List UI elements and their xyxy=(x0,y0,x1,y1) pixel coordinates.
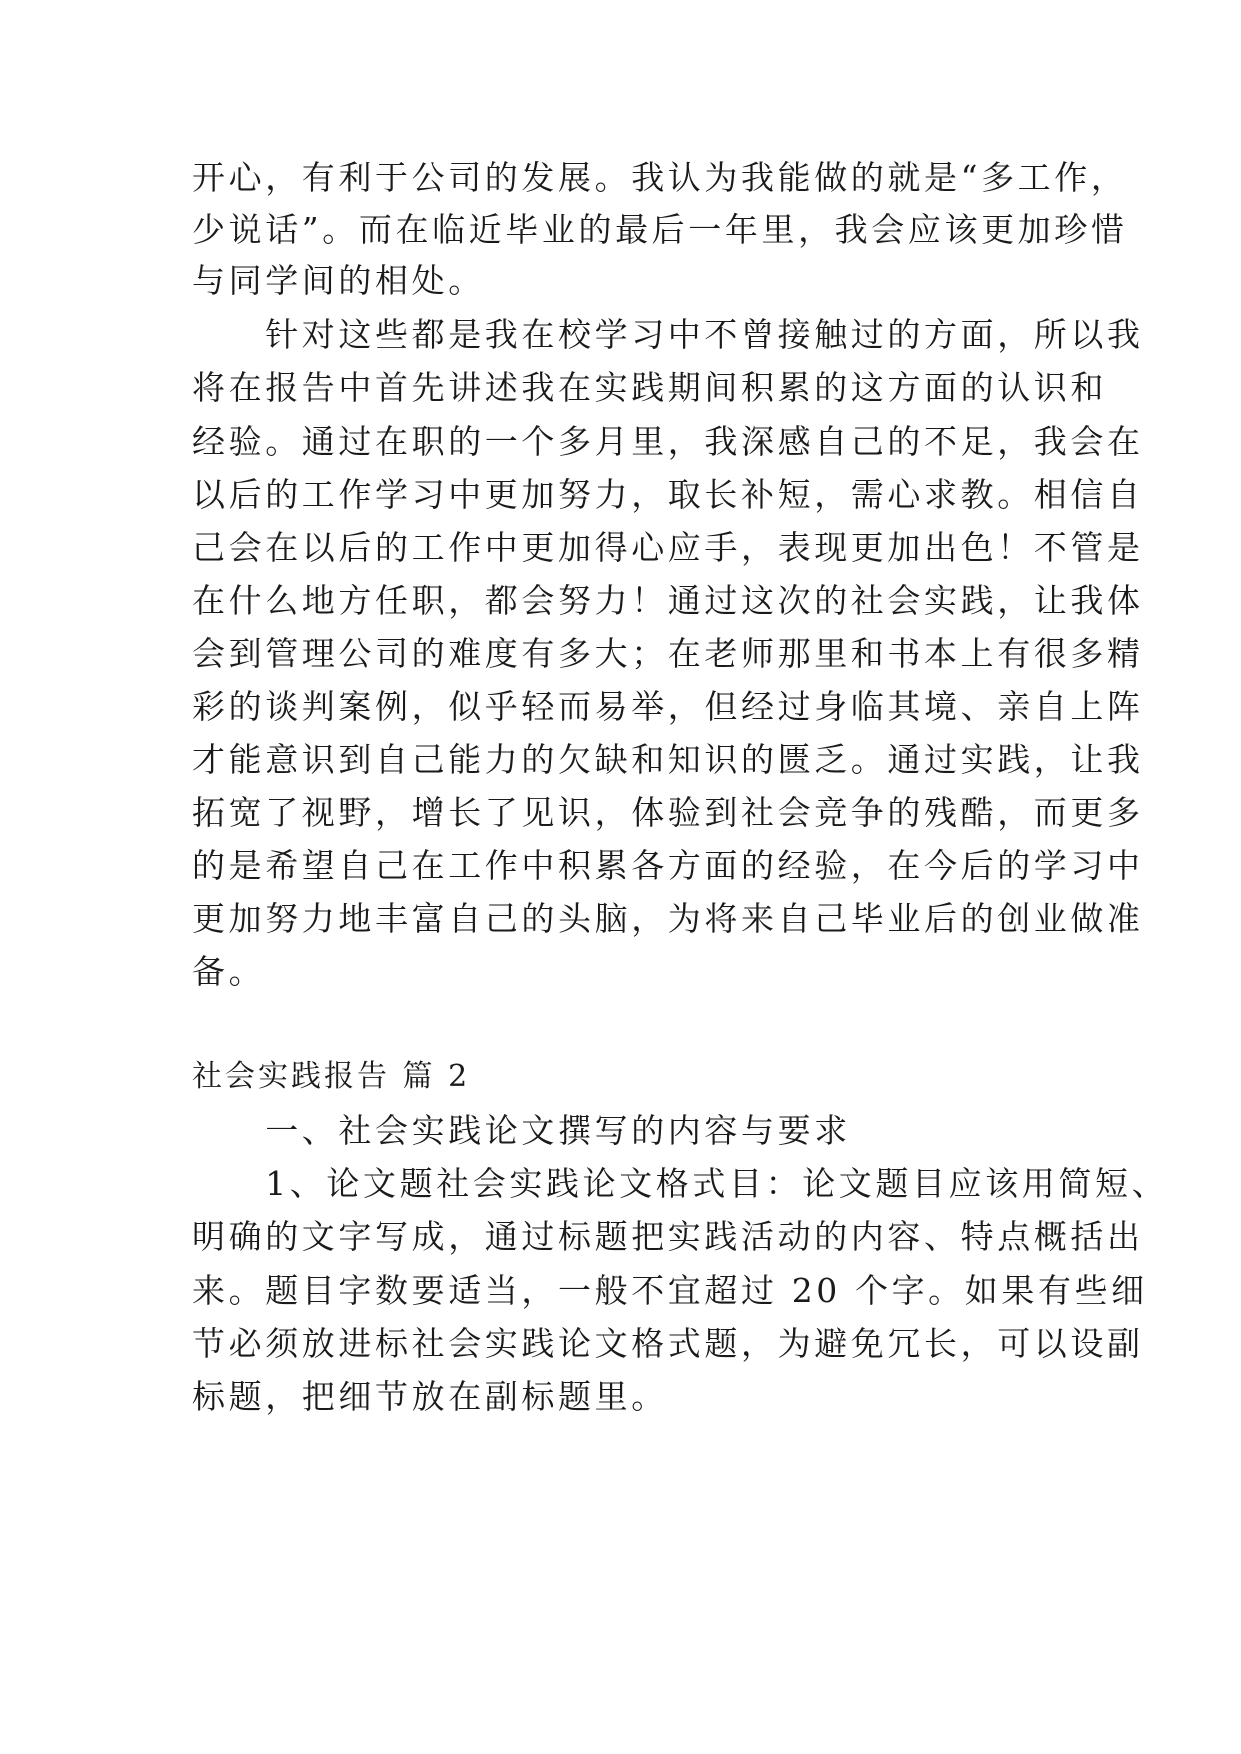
text-line: 开心，有利于公司的发展。我认为我能做的就是“多工作， xyxy=(192,158,1128,197)
text-line: 以后的工作学习中更加努力，取长补短，需心求教。相信自 xyxy=(192,475,1144,514)
text-line: 会到管理公司的难度有多大；在老师那里和书本上有很多精 xyxy=(192,634,1144,673)
text-line: 己会在以后的工作中更加得心应手，表现更加出色！不管是 xyxy=(192,528,1144,567)
text-line: 来。题目字数要适当，一般不宜超过 20 个字。如果有些细 xyxy=(192,1271,1148,1310)
text-line: 少说话”。而在临近毕业的最后一年里，我会应该更加珍惜 xyxy=(192,210,1128,249)
text-line: 标题，把细节放在副标题里。 xyxy=(192,1377,668,1416)
text-line: 更加努力地丰富自己的头脑，为将来自己毕业后的创业做准 xyxy=(192,899,1144,938)
text-line: 一、社会实践论文撰写的内容与要求 xyxy=(192,1111,851,1150)
text-line: 在什么地方任职，都会努力！通过这次的社会实践，让我体 xyxy=(192,581,1144,620)
text-line: 的是希望自己在工作中积累各方面的经验，在今后的学习中 xyxy=(192,846,1144,885)
text-line: 将在报告中首先讲述我在实践期间积累的这方面的认识和 xyxy=(192,368,1107,407)
text-line: 节必须放进标社会实践论文格式题，为避免冗长，可以设副 xyxy=(192,1324,1144,1363)
text-line: 彩的谈判案例，似乎轻而易举，但经过身临其境、亲自上阵 xyxy=(192,687,1144,726)
text-line: 拓宽了视野，增长了见识，体验到社会竞争的残酷，而更多 xyxy=(192,793,1144,832)
section-heading: 社会实践报告 篇 2 xyxy=(192,1059,471,1094)
text-line: 1、论文题社会实践论文格式目：论文题目应该用简短、 xyxy=(192,1164,1169,1203)
text-line: 才能意识到自己能力的欠缺和知识的匮乏。通过实践，让我 xyxy=(192,740,1144,779)
text-line: 与同学间的相处。 xyxy=(192,261,485,300)
text-line: 备。 xyxy=(192,952,266,991)
text-line: 针对这些都是我在校学习中不曾接触过的方面，所以我 xyxy=(192,315,1144,354)
text-line: 明确的文字写成，通过标题把实践活动的内容、特点概括出 xyxy=(192,1217,1144,1256)
text-line: 经验。通过在职的一个多月里，我深感自己的不足，我会在 xyxy=(192,422,1144,461)
